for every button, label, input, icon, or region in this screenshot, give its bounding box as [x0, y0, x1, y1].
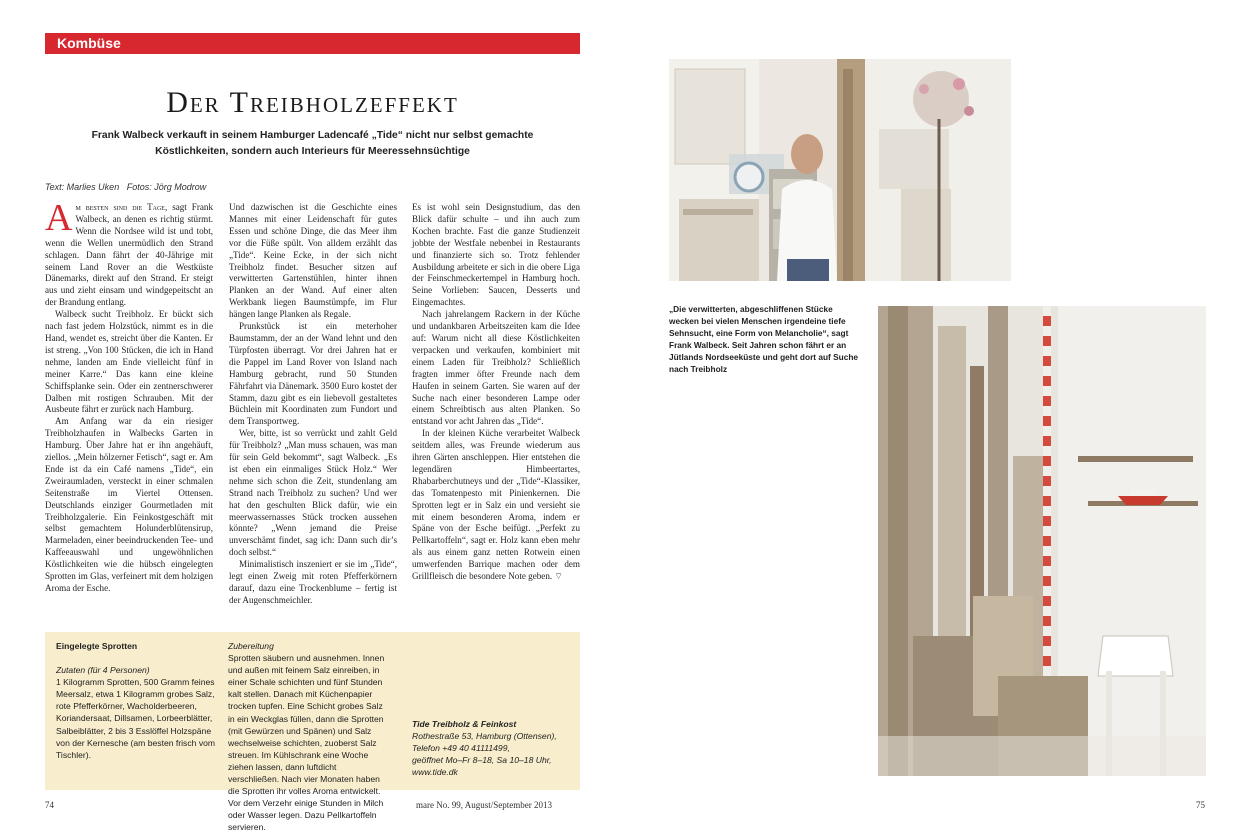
paragraph: Es ist wohl sein Designstudium, das den Blick dafür schulte – und ihn auch zum Kochen brachte. Fast die ganze Studienzeit jobbte der Westfale nebenbei in Restaurants und finanzierte sich so. Trotz fehlender Ausbildung arbeitete er sich in die obere Liga der Feinschmeckertempel in Hamburg hoch. Seine Vorlieben: Saucen, Desserts und Eingemachtes.	[412, 202, 580, 308]
article-title: Der Treibholzeffekt	[166, 86, 459, 119]
article-deck: Frank Walbeck verkauft in seinem Hamburger Ladencafé „Tide“ nicht nur selbst gemachte Köstlichkeiten, sondern auch Interieurs für Meeressehnsüchtige	[91, 130, 534, 157]
paragraph: Am Anfang war da ein riesiger Treibholzhaufen in Walbecks Garten in Hamburg. Über Jahre hat er ihn angehäuft, ziellos. „Mein hölzerner Fetisch“, sagt er. Am Ende ist da ein Café namens „Tide“, ein Zweiraumladen, versteckt in einer schmalen Seitenstraße im Viertel Ottensen. Deutschlands einziger Gourmetladen mit Treibholzgalerie. Ein Feinkostgeschäft mit selbst gemachtem Holunderblütensirup, Marmeladen, einer beeindruckenden Tee- und Kaffeeauswahl und ungewöhnlichen Köstlichkeiten wie die hübsch eingelegten Sprotten im Glas, verfeinert mit dem holzigen Aroma der Esche.	[45, 416, 213, 593]
shop-address: Rothestraße 53, Hamburg (Ottensen),	[412, 731, 557, 742]
paragraph: Walbeck sucht Treibholz. Er bückt sich nach fast jedem Holzstück, nimmt es in die Hand, wendet es, streicht über die Kanten. Er ist streng. „Von 100 Stücken, die ich in Hand nehme, landen am Ende vielleicht fünf in meiner Karre.“ Das kann eine kleine Schiffsplanke sein. Oder ein zentnerschwerer Dalben mit rostigen Schrauben. Mit der Ausbeute fährt er zurück nach Hamburg.	[45, 309, 213, 415]
shop-name: Tide Treibholz & Feinkost	[412, 719, 517, 729]
paragraph: Nach jahrelangem Rackern in der Küche und undankbaren Arbeitszeiten kam die Idee auf: Warum nicht all diese Köstlichkeiten verpacken und verkaufen, kombiniert mit einem Laden für Treibholz? Schließlich fragten immer öfter Freunde nach dem Haufen in seinem Garten. Sie waren auf der Suche nach einer besonderen Lampe oder einem Schreibtisch aus alten Planken. So entstand vor acht Jahren das „Tide“.	[412, 309, 580, 427]
section-label: Kombüse	[57, 35, 121, 51]
text-column-2	[229, 202, 397, 607]
paragraph: Und dazwischen ist die Geschichte eines Mannes mit einer Leidenschaft für gutes Essen und schöne Dinge, die das Meer ihm vor die Füße spült. Von alldem erzählt das „Tide“. Keine Ecke, in der sich nicht Treibholz findet. Besucher sitzen auf verwitterten Gartenstühlen, hinter ihnen Planken an der Wand. Auf einer alten Werkbank liegen Baumstümpfe, im Flur hängen lange Planken als Regale.	[229, 202, 397, 320]
recipe-column-3	[412, 640, 572, 778]
issue-info: mare No. 99, August/September 2013	[416, 800, 552, 810]
recipe-column-2	[228, 640, 388, 833]
text-column-3	[412, 202, 580, 583]
section-bar	[45, 33, 580, 54]
shop-phone: Telefon +49 40 41111499,	[412, 743, 510, 754]
prep-heading: Zubereitung	[228, 641, 274, 651]
photo-caption: „Die verwitterten, abgeschliffenen Stücke wecken bei vielen Menschen irgendeine tiefe Sehnsucht, eine Form von Melancholie“, sagt Frank Walbeck. Seit Jahren schon fährt er an Jütlands Nordseeküste und geht dort auf Suche nach Treibholz	[669, 304, 859, 374]
ingredients-heading: Zutaten (für 4 Personen)	[56, 665, 150, 676]
paragraph: Prunkstück ist ein meterhoher Baumstamm, der an der Wand lehnt und den Türpfosten überragt. Vor drei Jahren hat er die Pappel im Land Rover von Island nach Hamburg gebracht, rund 50 Stunden Fährfahrt via Dänemark. 3500 Euro kostet der Stamm, dazu gibt es ein liebevoll gestaltetes Büchlein mit Koordinaten zum Fundort und dem Transportweg.	[229, 321, 397, 427]
page-number-right: 75	[1196, 800, 1205, 810]
text-column-1	[45, 197, 213, 595]
paragraph-text: sagt Frank Walbeck, an denen es richtig stürmt. Wenn die Nordsee wild ist und tobt, wenn die Wellen unermüdlich den Strand schlagen. Dann fährt der 40-Jährige mit seinem Land Rover an die Westküste Dänemarks, direkt auf den Strand. Er steigt aus und zieht einsam und windgepeitscht an der Brandung entlang.	[45, 202, 213, 308]
recipe-column-1	[56, 640, 216, 761]
preparation-text: Sprotten säubern und ausnehmen. Innen und außen mit feinem Salz einreiben, in einer Schale schichten und fünf Stunden kalt stellen. Danach mit Küchenpapier trocken tupfen. Eine Schicht grobes Salz in ein Weckglas füllen, dann die Sprotten (mit Gewürzen und Spänen) und Salz wechselweise schichten, zuoberst Salz streuen. Im Kühlschrank eine Woche ziehen lassen, dann luftdicht verschließen. Nach vier Monaten haben die Sprotten ihr volles Aroma entwickelt. Vor dem Verzehr einige Stunden in Milch oder Wasser legen. Dazu Pellkartoffeln servieren.	[228, 653, 385, 833]
drop-cap: A	[45, 197, 73, 239]
recipe-title: Eingelegte Sprotten	[56, 641, 138, 651]
shop-info	[412, 718, 572, 778]
lead-in: m besten sind die Tage,	[75, 202, 168, 212]
photo-shop-owner	[669, 59, 1011, 281]
paragraph	[45, 197, 213, 309]
paragraph: Minimalistisch inszeniert er sie im „Tide“, legt einen Zweig mit roten Pfefferkörnern darauf, dazu eine Trockenblume – fertig ist der Augenschmeichler.	[229, 559, 397, 605]
paragraph: In der kleinen Küche verarbeitet Walbeck seitdem alles, was Freunde wiederum aus ihren Gärten anschleppen. Hier entstehen die legendären Himbeertartes, Rhabarberchutneys und der „Tide“-Klassiker, das Tomatenpesto mit Pinienkernen. Die Sprotten legt er in Salz ein und versieht sie mit einem besonderen Aroma, indem er Späne von der Esche beifügt. „Perfekt zu Pellkartoffeln“, sagt er. Holz kann eben mehr als aus einem ganz netten Rotwein einen umwerfenden Barrique machen oder dem Grillfleisch die besondere Note geben. ⌔	[412, 428, 580, 582]
article-credits: Text: Marlies Uken Fotos: Jörg Modrow	[45, 182, 207, 192]
photo-driftwood	[878, 306, 1206, 776]
shop-web: www.tide.dk	[412, 767, 458, 778]
shop-hours: geöffnet Mo–Fr 8–18, Sa 10–18 Uhr,	[412, 755, 552, 766]
page-number-left: 74	[45, 800, 54, 810]
paragraph: Wer, bitte, ist so verrückt und zahlt Geld für Treibholz? „Man muss schauen, was man für sein Geld bekommt“, sagt Walbeck. „Es ist eben ein einmaliges Stück Holz.“ Wer nehme sich schon die Zeit, stundenlang am Strand nach Treibholz zu suchen? Und wer hat den geschulten Blick dafür, wie ein meerwassernasses Stück trocken aussehen könnte? „Wenn jemand die Preise unverschämt findet, sag ich: Dann such dir’s doch selbst.“	[229, 428, 397, 558]
ingredients-text: 1 Kilogramm Sprotten, 500 Gramm feines Meersalz, etwa 1 Kilogramm grobes Salz, rote Pfefferkörner, Wacholderbeeren, Koriandersaat, Dillsamen, Lorbeerblätter, Salbeiblätter, 2 bis 3 Esslöffel Holzspäne von der Kernesche (am besten frisch vom Tischler).	[56, 677, 216, 760]
